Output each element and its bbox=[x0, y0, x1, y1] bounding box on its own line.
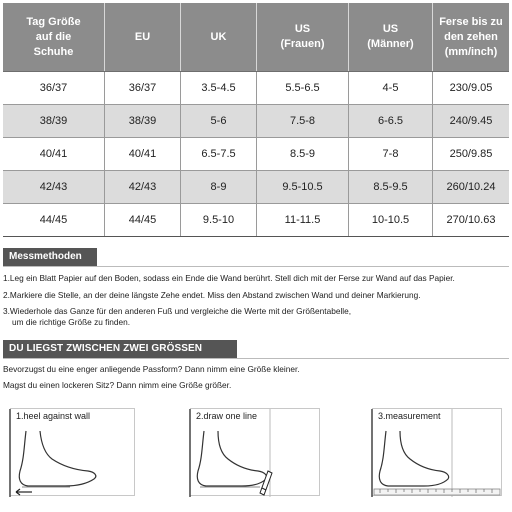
foot-heel-wall-illustration bbox=[10, 409, 135, 497]
table-cell: 36/37 bbox=[105, 72, 181, 105]
table-cell: 5.5-6.5 bbox=[257, 72, 349, 105]
table-cell: 42/43 bbox=[105, 171, 181, 204]
between-sizes-loose-fit: Magst du einen lockeren Sitz? Dann nimm eine Größe größer. bbox=[3, 380, 232, 390]
table-cell: 9.5-10 bbox=[181, 204, 257, 237]
table-header-row bbox=[3, 3, 509, 72]
header-eu: EU bbox=[105, 3, 181, 72]
table-cell: 230/9.05 bbox=[433, 72, 510, 105]
table-cell: 6.5-7.5 bbox=[181, 138, 257, 171]
illustration-label-step-2: 2.draw one line bbox=[196, 411, 258, 421]
between-sizes-section-title: DU LIEGST ZWISCHEN ZWEI GRÖSSEN bbox=[3, 340, 237, 358]
illustration-label-step-3: 3.measurement bbox=[378, 411, 441, 421]
method-step-3-line-2: um die richtige Größe zu finden. bbox=[12, 317, 131, 327]
table-cell: 10-10.5 bbox=[349, 204, 433, 237]
table-cell: 9.5-10.5 bbox=[257, 171, 349, 204]
method-step-1: 1.Leg ein Blatt Papier auf den Boden, sodass ein Ende die Wand berührt. Stell dich mit der Ferse zur Wand auf das Papier. bbox=[3, 273, 455, 283]
method-step-3-line-1: 3.Wiederhole das Ganze für den anderen Fuß und vergleiche die Werte mit der Größentabelle, bbox=[3, 306, 352, 316]
illustration-label-step-1: 1.heel against wall bbox=[16, 411, 91, 421]
table-cell: 11-11.5 bbox=[257, 204, 349, 237]
table-cell: 8.5-9.5 bbox=[349, 171, 433, 204]
header-us-men: US (Männer) bbox=[349, 3, 433, 72]
methods-section-title: Messmethoden bbox=[3, 248, 97, 266]
table-row bbox=[3, 204, 509, 237]
table-cell: 36/37 bbox=[3, 72, 105, 105]
table-cell: 38/39 bbox=[105, 105, 181, 138]
table-cell: 7-8 bbox=[349, 138, 433, 171]
table-cell: 40/41 bbox=[105, 138, 181, 171]
size-table bbox=[3, 3, 509, 237]
between-sizes-divider bbox=[3, 358, 509, 359]
table-row bbox=[3, 105, 509, 138]
table-cell: 44/45 bbox=[105, 204, 181, 237]
table-cell: 5-6 bbox=[181, 105, 257, 138]
table-cell: 8-9 bbox=[181, 171, 257, 204]
table-cell: 44/45 bbox=[3, 204, 105, 237]
header-tag-size: Tag Größe auf die Schuhe bbox=[3, 3, 105, 72]
header-heel-to-toe: Ferse bis zu den zehen (mm/inch) bbox=[433, 3, 510, 72]
table-cell: 4-5 bbox=[349, 72, 433, 105]
foot-measurement-illustration bbox=[372, 409, 502, 497]
illustration-draw-one-line bbox=[190, 408, 320, 496]
table-cell: 270/10.63 bbox=[433, 204, 510, 237]
table-row bbox=[3, 171, 509, 204]
table-cell: 42/43 bbox=[3, 171, 105, 204]
table-cell: 38/39 bbox=[3, 105, 105, 138]
table-cell: 3.5-4.5 bbox=[181, 72, 257, 105]
header-us-women: US (Frauen) bbox=[257, 3, 349, 72]
table-cell: 7.5-8 bbox=[257, 105, 349, 138]
method-step-2: 2.Markiere die Stelle, an der deine längste Zehe endet. Miss den Abstand zwischen Wand und deiner Markierung. bbox=[3, 290, 421, 300]
table-cell: 240/9.45 bbox=[433, 105, 510, 138]
illustration-heel-against-wall bbox=[10, 408, 135, 496]
foot-draw-line-illustration bbox=[190, 409, 320, 497]
table-cell: 40/41 bbox=[3, 138, 105, 171]
table-row bbox=[3, 72, 509, 105]
table-cell: 260/10.24 bbox=[433, 171, 510, 204]
table-cell: 8.5-9 bbox=[257, 138, 349, 171]
table-row bbox=[3, 138, 509, 171]
table-cell: 250/9.85 bbox=[433, 138, 510, 171]
header-uk: UK bbox=[181, 3, 257, 72]
methods-divider bbox=[3, 266, 509, 267]
illustration-measurement bbox=[372, 408, 502, 496]
table-cell: 6-6.5 bbox=[349, 105, 433, 138]
between-sizes-tight-fit: Bevorzugst du eine enger anliegende Passform? Dann nimm eine Größe kleiner. bbox=[3, 364, 300, 374]
